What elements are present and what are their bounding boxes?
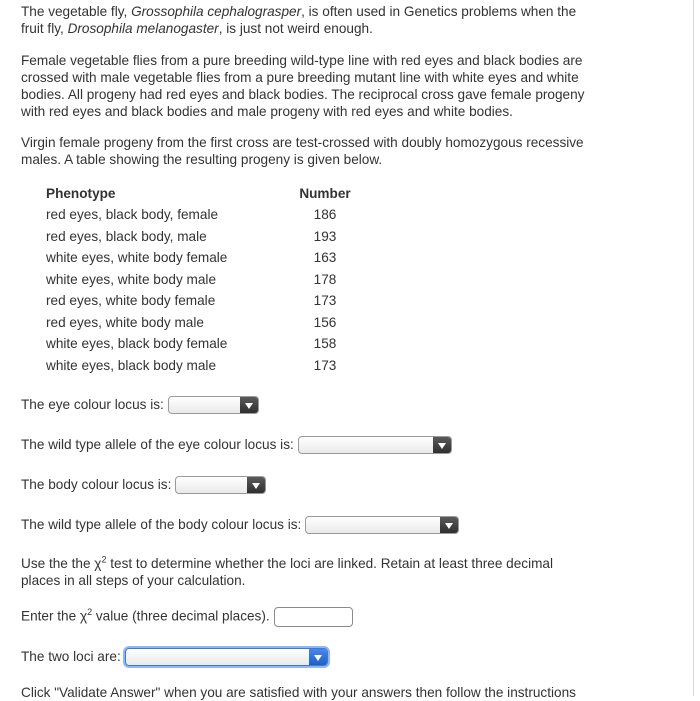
- table-header-row: [46, 183, 360, 204]
- table-row: red eyes, white body male 156: [46, 314, 337, 330]
- chevron-down-icon[interactable]: [440, 517, 458, 533]
- chi-square-question: Enter the $\chi^2$ value (three decimal places).: [21, 607, 353, 627]
- table-row: white eyes, white body female 163: [46, 250, 337, 266]
- number-header: Number: [299, 186, 351, 201]
- chevron-down-icon[interactable]: [309, 649, 327, 665]
- linkage-label: The two loci are:: [21, 649, 121, 664]
- eye-wild-allele-question: [21, 436, 452, 454]
- linkage-question: [21, 648, 328, 666]
- table-row: white eyes, black body male 173: [46, 357, 337, 373]
- chevron-down-icon[interactable]: [247, 477, 265, 493]
- table-row: red eyes, black body, female 186: [46, 207, 337, 223]
- eye-wild-allele-select[interactable]: [298, 436, 452, 454]
- eye-locus-select[interactable]: [168, 396, 259, 414]
- species-name: Grossophila cephalograsper: [131, 4, 302, 19]
- eye-locus-question: [21, 396, 259, 414]
- validate-instructions: Click "Validate Answer" when you are satisfied with your answers then follow the instructions: [21, 685, 576, 700]
- intro-paragraph: The vegetable fly, Grossophila cephalograsper, is often used in Genetics problems when the fruit fly, Drosophila melanogaster, is just not weird enough.: [21, 4, 577, 36]
- chevron-down-icon[interactable]: [433, 437, 451, 453]
- species-name: Drosophila melanogaster: [67, 21, 219, 36]
- table-row: red eyes, black body, male 193: [46, 228, 337, 244]
- table-row: white eyes, white body male 178: [46, 271, 337, 287]
- body-wild-allele-question: [21, 516, 459, 534]
- progeny-table: [46, 183, 360, 376]
- body-locus-label: The body colour locus is:: [21, 477, 172, 492]
- phenotype-header: Phenotype: [46, 186, 116, 201]
- testcross-description: Virgin female progeny from the first cross are test-crossed with doubly homozygous recessive males. A table showing the resulting progeny is given below.: [21, 135, 584, 167]
- table-row: red eyes, white body female 173: [46, 293, 337, 309]
- table-row: white eyes, black body female 158: [46, 336, 337, 352]
- eye-wild-allele-label: The wild type allele of the eye colour locus is:: [21, 437, 294, 452]
- body-wild-allele-label: The wild type allele of the body colour locus is:: [21, 517, 302, 532]
- body-locus-select[interactable]: [175, 476, 266, 494]
- chevron-down-icon[interactable]: [240, 397, 258, 413]
- cross-description: Female vegetable flies from a pure breeding wild-type line with red eyes and black bodies are crossed with male vegetable flies from a pure breeding mutant line with white eyes and white bodies. All progeny had red eyes and black bodies. The reciprocal cross gave female progeny with red eyes and black bodies and male progeny with red eyes and white bodies.: [21, 53, 585, 119]
- body-locus-question: [21, 476, 266, 494]
- chi-square-instruction: Use the the $\chi^2$ test to determine whether the loci are linked. Retain at least three decimal places in all steps of your calculation.: [21, 554, 554, 588]
- eye-locus-label: The eye colour locus is:: [21, 397, 164, 412]
- body-wild-allele-select[interactable]: [305, 516, 459, 534]
- linkage-select[interactable]: [125, 648, 328, 666]
- chi-square-input[interactable]: [274, 607, 353, 627]
